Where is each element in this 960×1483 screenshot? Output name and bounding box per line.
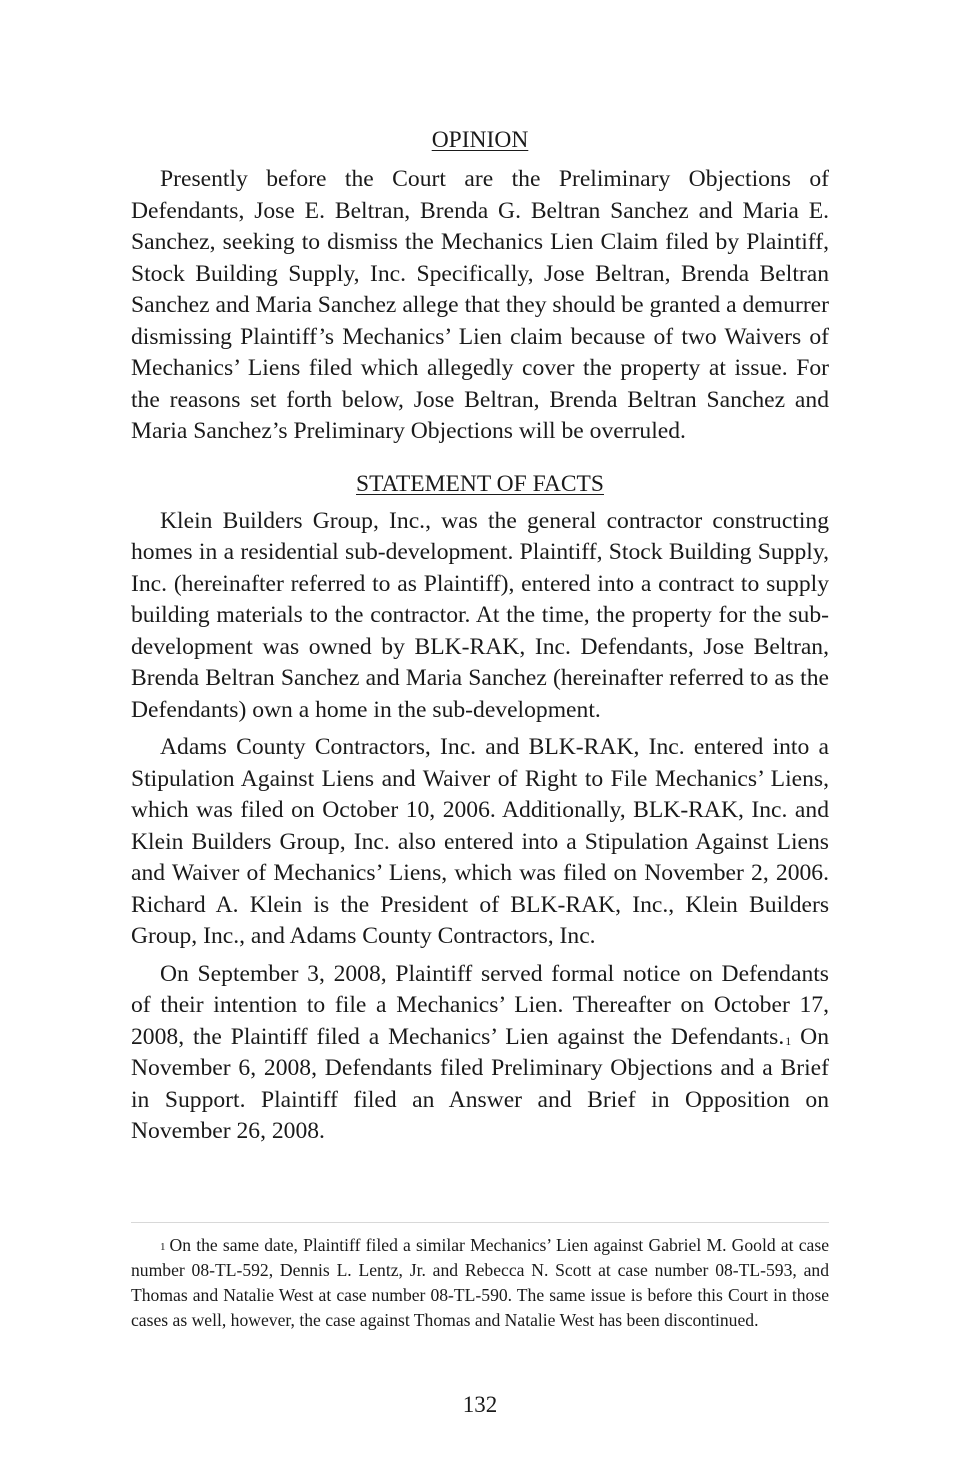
opinion-paragraph: Presently before the Court are the Preliminary Objections of Defendants, Jose E. Beltran, Brenda G. Beltran Sanchez and Maria E. Sanchez, seeking to dismiss the Mechanics Lien Claim filed by Plaintiff, Stock Building Supply, Inc. Specifically, Jose Beltran, Brenda Beltran Sanchez and Maria Sanchez allege that they should be granted a demurrer dismissing Plaintiff’s Mechanics’ Lien claim because of two Waivers of Mechanics’ Liens filed which allegedly cover the property at issue. For the reasons set forth below, Jose Beltran, Brenda Beltran Sanchez and Maria Sanchez’s Preliminary Objections will be overruled. bbox=[131, 166, 829, 444]
statement-of-facts-heading: STATEMENT OF FACTS bbox=[356, 470, 604, 497]
page-number: 132 bbox=[462, 1392, 498, 1417]
footnote-1-text: On the same date, Plaintiff filed a similar Mechanics’ Lien against Gabriel M. Goold at case number 08-TL-592, Dennis L. Lentz, Jr. and Rebecca N. Scott at case number 08-TL-593, and Thomas and Natalie West at case number 08-TL-590. The same issue is before this Court in those cases as well, however, the case against Thomas and Natalie West has been discontinued. bbox=[131, 1235, 829, 1330]
page-body bbox=[131, 122, 829, 1148]
facts-paragraph-1: Klein Builders Group, Inc., was the general contractor constructing homes in a residential sub-development. Plaintiff, Stock Building Supply, Inc. (hereinafter referred to as Plaintiff), entered into a contract to supply building materials to the contractor. At the time, the property for the sub-development was owned by BLK-RAK, Inc. Defendants, Jose Beltran, Brenda Beltran Sanchez and Maria Sanchez (hereinafter referred to as the Defendants) own a home in the sub-development. bbox=[131, 507, 829, 723]
facts-paragraph-3-text-a: On September 3, 2008, Plaintiff served formal notice on Defendants of their intention to file a Mechanics’ Lien. Thereafter on October 17, 2008, the Plaintiff filed a Mechanics’ Lien against the Defendants. bbox=[131, 960, 829, 1050]
facts-paragraph-2: Adams County Contractors, Inc. and BLK-RAK, Inc. entered into a Stipulation Against Liens and Waiver of Right to File Mechanics’ Liens, which was filed on October 10, 2006. Additionally, BLK-RAK, Inc. and Klein Builders Group, Inc. also entered into a Stipulation Against Liens and Waiver of Mechanics’ Liens, which was filed on November 2, 2006. Richard A. Klein is the President of BLK-RAK, Inc., Klein Builders Group, Inc., and Adams County Contractors, Inc. bbox=[131, 734, 829, 949]
facts-paragraph-3-text-b: On November 6, 2008, Defendants filed Preliminary Objections and a Brief in Support. Plaintiff filed an Answer and Brief in Opposition on November 26, 2008. bbox=[131, 1023, 829, 1144]
footnote-divider bbox=[131, 1222, 829, 1223]
facts-paragraph-3 bbox=[131, 959, 829, 1148]
footnote-1 bbox=[131, 1233, 829, 1333]
footnote-reference-1[interactable]: 1 bbox=[785, 1033, 792, 1048]
opinion-heading: OPINION bbox=[431, 127, 529, 153]
footnotes bbox=[131, 1233, 829, 1333]
footnote-1-mark: 1 bbox=[160, 1241, 166, 1253]
